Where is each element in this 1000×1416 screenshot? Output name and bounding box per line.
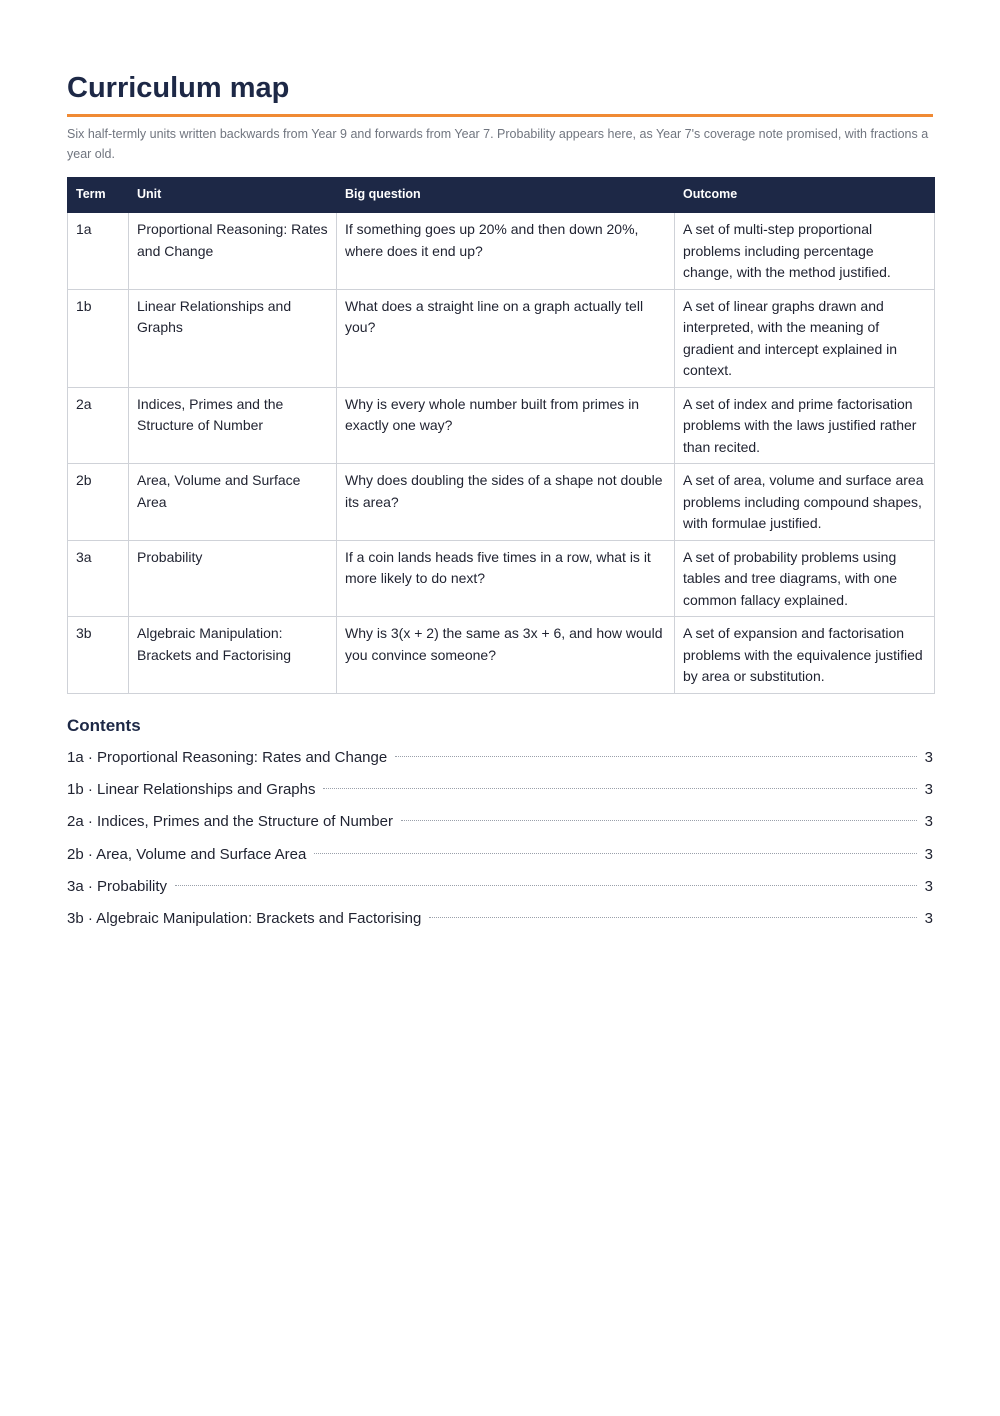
toc-entry[interactable] (67, 903, 933, 935)
header-outcome: Outcome (675, 178, 935, 213)
page-title: Curriculum map (67, 72, 290, 104)
cell-unit: Proportional Reasoning: Rates and Change (129, 213, 337, 290)
table-header-row (68, 178, 935, 213)
cell-term: 3b (68, 617, 129, 694)
curriculum-table (67, 177, 935, 694)
cell-big-question: Why is 3(x + 2) the same as 3x + 6, and how would you convince someone? (337, 617, 675, 694)
header-big-question: Big question (337, 178, 675, 213)
toc-dot-leader (401, 820, 917, 821)
toc-entry-label: 1a · Proportional Reasoning: Rates and Change (67, 748, 388, 766)
cell-big-question: Why is every whole number built from primes in exactly one way? (337, 387, 675, 464)
toc-dot-leader (314, 853, 916, 854)
toc-dot-leader (395, 756, 916, 757)
cell-unit: Indices, Primes and the Structure of Number (129, 387, 337, 464)
table-row (68, 387, 935, 464)
cell-outcome: A set of probability problems using tables and tree diagrams, with one common fallacy explained. (675, 540, 935, 617)
cell-term: 1b (68, 289, 129, 387)
toc-entry-label: 1b · Linear Relationships and Graphs (67, 780, 316, 798)
toc-entry[interactable] (67, 774, 933, 806)
table-of-contents (67, 742, 933, 936)
toc-dot-leader (175, 885, 917, 886)
table-row (68, 289, 935, 387)
cell-term: 2a (68, 387, 129, 464)
cell-unit: Area, Volume and Surface Area (129, 464, 337, 541)
toc-entry[interactable] (67, 839, 933, 871)
toc-entry[interactable] (67, 806, 933, 838)
toc-entry-label: 2b · Area, Volume and Surface Area (67, 845, 307, 863)
cell-big-question: If something goes up 20% and then down 20%, where does it end up? (337, 213, 675, 290)
cell-big-question: What does a straight line on a graph actually tell you? (337, 289, 675, 387)
toc-entry-label: 3a · Probability (67, 878, 168, 896)
cell-unit: Linear Relationships and Graphs (129, 289, 337, 387)
cell-term: 2b (68, 464, 129, 541)
toc-entry-label: 3b · Algebraic Manipulation: Brackets and Factorising (67, 910, 422, 928)
cell-outcome: A set of linear graphs drawn and interpreted, with the meaning of gradient and intercept explained in context. (675, 289, 935, 387)
cell-outcome: A set of area, volume and surface area problems including compound shapes, with formulae justified. (675, 464, 935, 541)
toc-page-number: 3 (924, 780, 933, 798)
toc-entry[interactable] (67, 871, 933, 903)
table-row (68, 464, 935, 541)
cell-outcome: A set of multi-step proportional problems including percentage change, with the method justified. (675, 213, 935, 290)
header-unit: Unit (129, 178, 337, 213)
toc-dot-leader (429, 917, 916, 918)
cell-outcome: A set of expansion and factorisation problems with the equivalence justified by area or substitution. (675, 617, 935, 694)
toc-page-number: 3 (924, 910, 933, 928)
cell-term: 1a (68, 213, 129, 290)
contents-heading: Contents (67, 715, 141, 735)
toc-entry[interactable] (67, 742, 933, 774)
title-divider (67, 114, 933, 117)
cell-outcome: A set of index and prime factorisation problems with the laws justified rather than recited. (675, 387, 935, 464)
toc-page-number: 3 (924, 878, 933, 896)
toc-dot-leader (323, 788, 916, 789)
toc-page-number: 3 (924, 845, 933, 863)
cell-unit: Probability (129, 540, 337, 617)
toc-entry-label: 2a · Indices, Primes and the Structure of Number (67, 813, 393, 831)
toc-page-number: 3 (924, 748, 933, 766)
intro-text: Six half-termly units written backwards from Year 9 and forwards from Year 7. Probability appears here, as Year 7's coverage note promised, with fractions a year old. (67, 127, 929, 161)
cell-unit: Algebraic Manipulation: Brackets and Factorising (129, 617, 337, 694)
toc-page-number: 3 (924, 813, 933, 831)
cell-big-question: If a coin lands heads five times in a row, what is it more likely to do next? (337, 540, 675, 617)
table-row (68, 540, 935, 617)
header-term: Term (68, 178, 129, 213)
table-row (68, 617, 935, 694)
table-row (68, 213, 935, 290)
cell-big-question: Why does doubling the sides of a shape not double its area? (337, 464, 675, 541)
cell-term: 3a (68, 540, 129, 617)
